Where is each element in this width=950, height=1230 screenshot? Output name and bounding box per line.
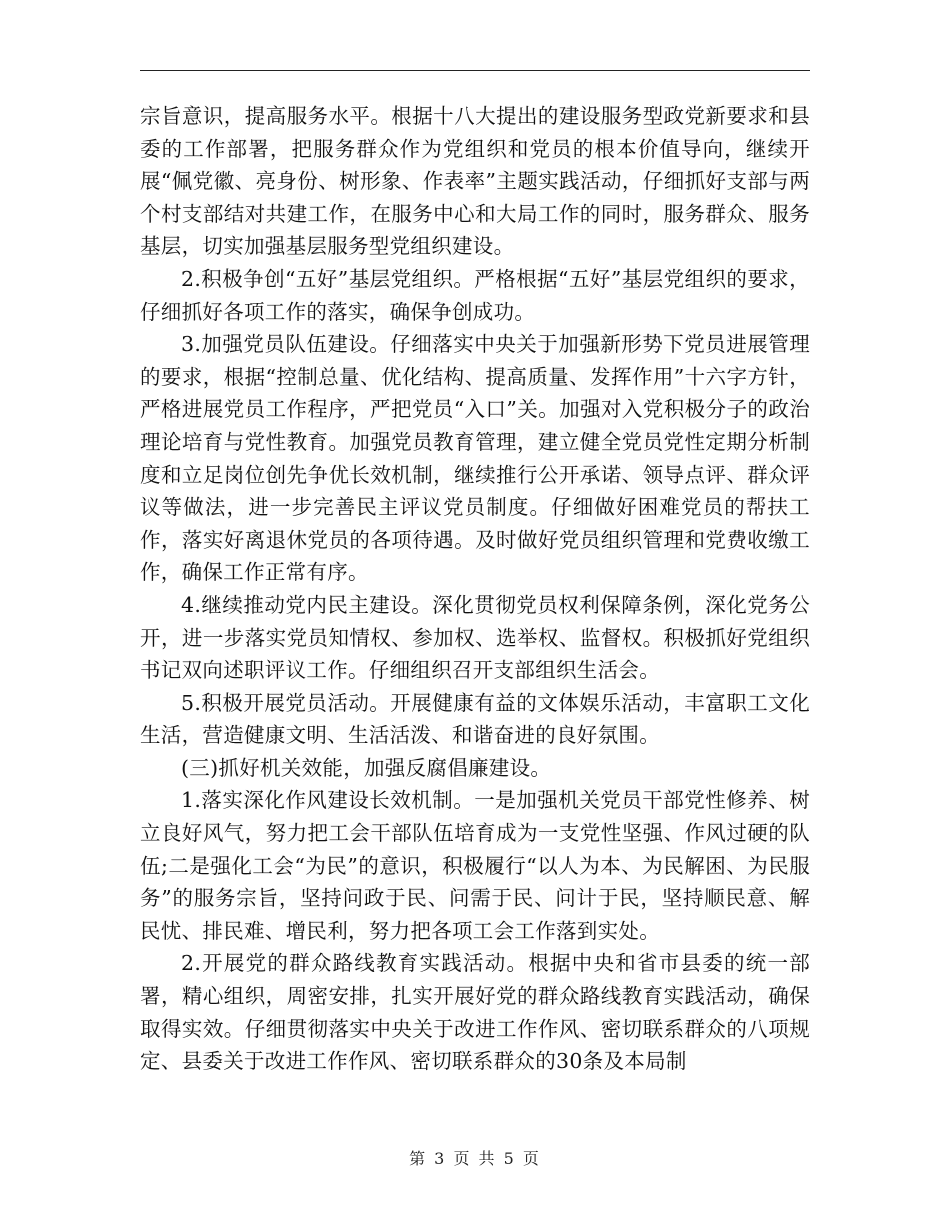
header-rule bbox=[140, 70, 810, 71]
page-footer: 第 3 页 共 5 页 bbox=[409, 1149, 541, 1168]
paragraph-continuation: 宗旨意识，提高服务水平。根据十八大提出的建设服务型政党新要求和县委的工作部署，把服务群众作为党组织和党员的根本价值导向，继续开展“佩党徽、亮身份、树形象、作表率”主题实践活动，仔细抓好支部与两个村支部结对共建工作，在服务中心和大局工作的同时，服务群众、服务基层，切实加强基层服务型党组织建设。 bbox=[140, 104, 810, 259]
paragraph-item-3: 3.加强党员队伍建设。仔细落实中央关于加强新形势下党员进展管理的要求，根据“控制总量、优化结构、提高质量、发挥作用”十六字方针，严格进展党员工作程序，严把党员“入口”关。加强对入党积极分子的政治理论培育与党性教育。加强党员教育管理，建立健全党员党性定期分析制度和立足岗位创先争优长效机制，继续推行公开承诺、领导点评、群众评议等做法，进一步完善民主评议党员制度。仔细做好困难党员的帮扶工作，落实好离退休党员的各项待遇。及时做好党员组织管理和党费收缴工作，确保工作正常有序。 bbox=[140, 332, 810, 585]
document-body bbox=[140, 100, 810, 1078]
paragraph-item-1: 1.落实深化作风建设长效机制。一是加强机关党员干部党性修养、树立良好风气，努力把工会干部队伍培育成为一支党性坚强、作风过硬的队伍;二是强化工会“为民”的意识，积极履行“以人为本、为民解困、为民服务”的服务宗旨，坚持问政于民、问需于民、问计于民，坚持顺民意、解民忧、排民难、增民利，努力把各项工会工作落到实处。 bbox=[140, 788, 810, 943]
section-heading-3: (三)抓好机关效能，加强反腐倡廉建设。 bbox=[181, 755, 552, 780]
paragraph-item-2-b: 2.开展党的群众路线教育实践活动。根据中央和省市县委的统一部署，精心组织，周密安排，扎实开展好党的群众路线教育实践活动，确保取得实效。仔细贯彻落实中央关于改进工作作风、密切联系群众的八项规定、县委关于改进工作作风、密切联系群众的30条及本局制 bbox=[140, 951, 810, 1074]
paragraph-item-5: 5.积极开展党员活动。开展健康有益的文体娱乐活动，丰富职工文化生活，营造健康文明、生活活泼、和谐奋进的良好氛围。 bbox=[140, 690, 810, 748]
paragraph-item-4: 4.继续推动党内民主建设。深化贯彻党员权利保障条例，深化党务公开，进一步落实党员知情权、参加权、选举权、监督权。积极抓好党组织书记双向述职评议工作。仔细组织召开支部组织生活会。 bbox=[140, 592, 810, 683]
paragraph-item-2: 2.积极争创“五好”基层党组织。严格根据“五好”基层党组织的要求，仔细抓好各项工作的落实，确保争创成功。 bbox=[140, 266, 810, 324]
